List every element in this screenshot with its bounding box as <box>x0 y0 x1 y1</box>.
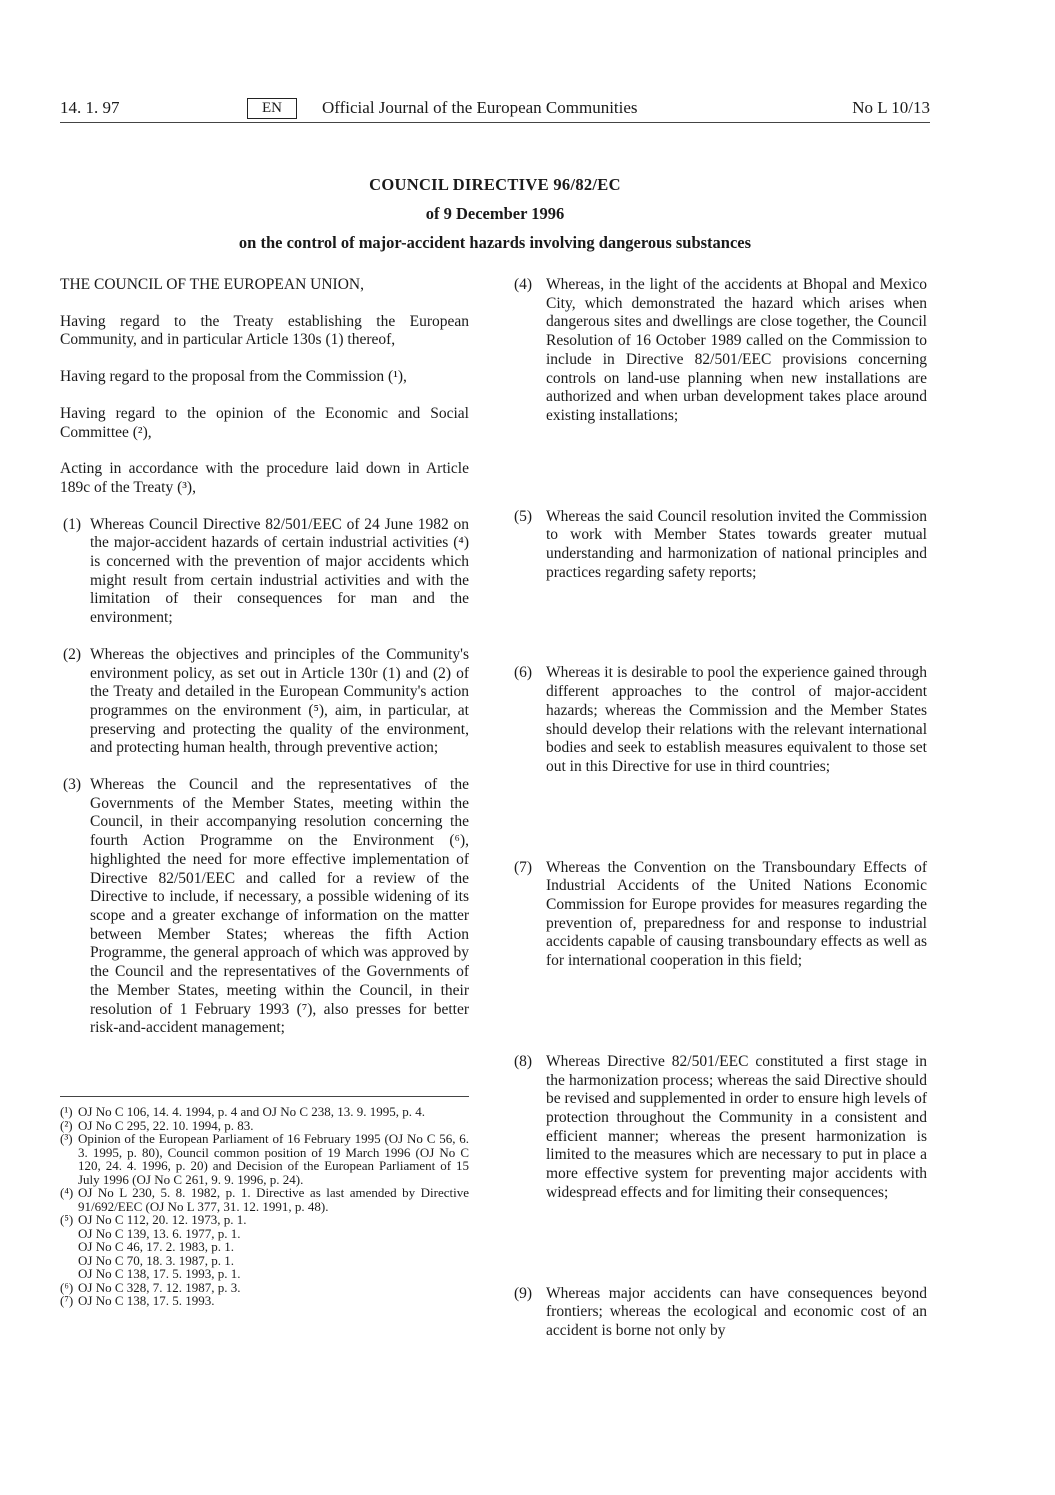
footnote-7 <box>60 1294 469 1308</box>
recital-5 <box>510 508 927 583</box>
recital-text: Whereas it is desirable to pool the experience gained through different approaches to the control of major-accident hazards; whereas the Commission and the Member States should develop their relations with the relevant international bodies and seek to establish measures equivalent to those set out in this Directive for use in third countries; <box>546 664 927 775</box>
footnote-text: OJ No C 106, 14. 4. 1994, p. 4 and OJ No C 238, 13. 9. 1995, p. 4. <box>78 1104 426 1119</box>
preamble-acting: Acting in accordance with the procedure laid down in Article 189c of the Treaty (³), <box>60 460 469 496</box>
recital-3 <box>60 776 469 1038</box>
footnote-2 <box>60 1119 469 1133</box>
footnote-number: (⁵) <box>60 1212 74 1227</box>
recital-4 <box>510 276 927 426</box>
recital-text: Whereas major accidents can have consequences beyond frontiers; whereas the ecological and economic cost of an accident is borne not only by <box>546 1284 927 1339</box>
footnote-number: (³) <box>60 1131 73 1146</box>
document-title: COUNCIL DIRECTIVE 96/82/EC <box>369 175 621 194</box>
recital-8 <box>510 1053 927 1203</box>
recital-7 <box>510 859 927 971</box>
footnote-3 <box>60 1132 469 1186</box>
recital-6 <box>510 664 927 776</box>
recital-2 <box>60 646 469 758</box>
footnote-number: (²) <box>60 1117 73 1133</box>
preamble-opening: THE COUNCIL OF THE EUROPEAN UNION, <box>60 276 364 293</box>
recital-number: (6) <box>514 664 533 682</box>
recital-number: (9) <box>514 1284 533 1302</box>
footnote-number: (⁴) <box>60 1185 74 1200</box>
recital-text: Whereas Council Directive 82/501/EEC of 24 June 1982 on the major-accident hazards of certain industrial activities (⁴) is concerned with the prevention of major accidents which might result from certain industrial activities and with the limitation of their consequences for man and the environment; <box>90 515 469 627</box>
footnote-text: OJ No L 230, 5. 8. 1982, p. 1. Directive as last amended by Directive 91/692/EEC (OJ No L 377, 31. 12. 1991, p. 48). <box>78 1185 469 1214</box>
recital-number: (5) <box>514 507 533 525</box>
footnote-text: OJ No C 295, 22. 10. 1994, p. 83. <box>78 1117 254 1133</box>
journal-title: Official Journal of the European Communities <box>322 98 638 117</box>
recital-text: Whereas Directive 82/501/EEC constituted a first stage in the harmonization process; whereas the said Directive should be revised and supplemented in order to ensure high levels of protection throughout the Community in a consistent and efficient manner; whereas the present harmonization is limited to the measures which are necessary to put in place a more effective system for preventing major accidents with widespread effects and for limiting their consequences; <box>546 1052 927 1201</box>
recital-number: (4) <box>514 276 533 293</box>
footnote-number: (¹) <box>60 1104 73 1119</box>
page-reference: No L 10/13 <box>852 98 930 117</box>
footnote-text: OJ No C 139, 13. 6. 1977, p. 1. <box>78 1225 241 1241</box>
footnote-text: OJ No C 112, 20. 12. 1973, p. 1. <box>78 1212 247 1227</box>
recital-number: (7) <box>514 858 533 876</box>
footnote-text: OJ No C 328, 7. 12. 1987, p. 3. <box>78 1279 241 1295</box>
recital-text: Whereas the objectives and principles of the Community's environment policy, as set out in Article 130r (1) and (2) of the Treaty and detailed in the European Community's action programmes on the environment (⁵), aim, in particular, at preserving and protecting the quality of the environment, and protecting human health, through preventive action; <box>90 645 469 757</box>
recital-number: (1) <box>63 515 82 533</box>
right-column <box>510 276 927 1359</box>
footnote-1 <box>60 1105 469 1119</box>
footnote-text: OJ No C 138, 17. 5. 1993, p. 1. <box>78 1266 241 1281</box>
document-date: of 9 December 1996 <box>425 204 565 223</box>
footnote-text: OJ No C 138, 17. 5. 1993. <box>78 1293 215 1308</box>
footnote-text: OJ No C 46, 17. 2. 1983, p. 1. <box>78 1239 235 1254</box>
recital-1 <box>60 516 469 628</box>
header-date: 14. 1. 97 <box>60 98 120 117</box>
footnote-4 <box>60 1186 469 1213</box>
footnote-5-cont-2 <box>60 1240 469 1254</box>
recital-number: (3) <box>63 776 82 794</box>
footnote-5-cont-1 <box>60 1227 469 1241</box>
footnote-5-cont-4 <box>60 1267 469 1281</box>
footnote-text: Opinion of the European Parliament of 16 February 1995 (OJ No C 56, 6. 3. 1995, p. 80), Council common position of 19 March 1996 (OJ No C 120, 24. 4. 1996, p. 20) and Decision of the European Parliament of 15 July 1996 (OJ No C 261, 9. 9. 1996, p. 24). <box>78 1131 469 1187</box>
recital-text: Whereas the Convention on the Transboundary Effects of Industrial Accidents of the United Nations Economic Commission for Europe provides for measures regarding the prevention of, preparedness for and response to industrial accidents capable of causing transboundary effects as well as for international cooperation in this field; <box>546 858 927 970</box>
recital-text: Whereas the Council and the representatives of the Governments of the Member States, meeting within the Council, in their accompanying resolution concerning the fourth Action Programme on the Environment (⁶), highlighted the need for more effective implementation of Directive 82/501/EEC and called for a review of the Directive to include, if necessary, a possible widening of its scope and a greater exchange of information on the matter between Member States; whereas the fifth Action Programme, the general approach of which was approved by the Council and the representatives of the Governments of the Member States, meeting within the Council, in their resolution of 1 February 1993 (⁷), also presses for better risk-and-accident management; <box>90 776 469 1037</box>
document-title-block <box>60 170 930 257</box>
recital-9 <box>510 1285 927 1341</box>
document-subject: on the control of major-accident hazards involving dangerous substances <box>238 233 752 252</box>
recital-text: Whereas the said Council resolution invited the Commission to work with Member States towards greater mutual understanding and harmonization of national principles and practices regarding safety reports; <box>546 507 927 581</box>
footnote-number: (⁶) <box>60 1279 74 1295</box>
recital-number: (2) <box>63 645 82 663</box>
footnote-text: OJ No C 70, 18. 3. 1987, p. 1. <box>78 1252 235 1268</box>
preamble-regard-treaty: Having regard to the Treaty establishing the European Community, and in particular Article 130s (1) thereof, <box>60 312 469 349</box>
footnote-number: (⁷) <box>60 1293 74 1308</box>
footnotes <box>60 1096 469 1308</box>
footnote-6 <box>60 1281 469 1295</box>
preamble-regard-opinion: Having regard to the opinion of the Economic and Social Committee (²), <box>60 404 469 441</box>
footnote-5-cont-3 <box>60 1254 469 1268</box>
language-badge: EN <box>247 98 297 119</box>
left-column <box>60 276 469 1056</box>
recital-number: (8) <box>514 1052 533 1070</box>
preamble-regard-proposal: Having regard to the proposal from the Commission (¹), <box>60 368 407 386</box>
footnote-5 <box>60 1213 469 1227</box>
page-header <box>60 98 930 123</box>
recital-text: Whereas, in the light of the accidents at Bhopal and Mexico City, which demonstrated the hazard which arises when dangerous sites and dwellings are close together, the Council Resolution of 16 October 1989 called on the Commission to include in Directive 82/501/EEC provisions concerning controls on land-use planning when new installations are authorized and when urban development takes place around existing installations; <box>546 276 927 424</box>
